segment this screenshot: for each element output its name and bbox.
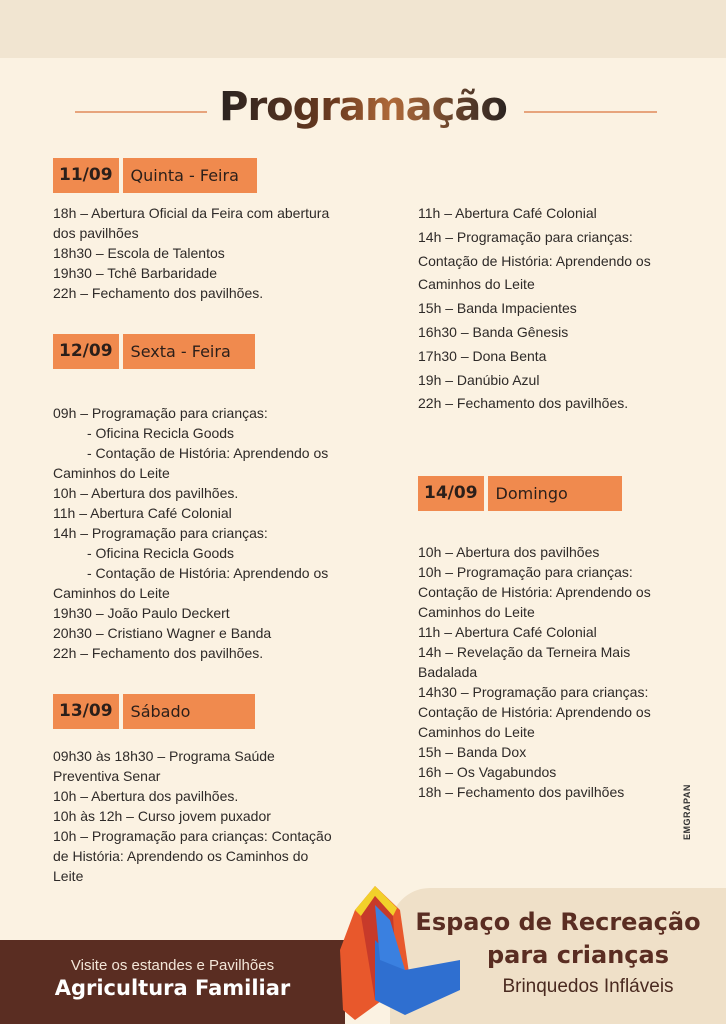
day-date: 14/09 <box>418 476 484 511</box>
top-band <box>0 0 726 58</box>
day-date: 12/09 <box>53 334 119 369</box>
inflatables-text: Brinquedos Infláveis <box>502 976 674 997</box>
day-header-1309 <box>53 694 255 729</box>
recreation-title <box>408 906 708 972</box>
schedule-line: Leite <box>53 868 84 884</box>
schedule-line: 10h às 12h – Curso jovem puxador <box>53 808 271 824</box>
schedule-line: Caminhos do Leite <box>418 724 535 740</box>
recreation-title-line1: Espaço de Recreação <box>415 908 701 936</box>
schedule-line: 22h – Fechamento dos pavilhões. <box>53 285 264 301</box>
schedule-line: 18h – Abertura Oficial da Feira com abertura <box>53 205 330 221</box>
schedule-line: 22h – Fechamento dos pavilhões. <box>418 395 629 412</box>
schedule-line: Contação de História: Aprendendo os <box>418 704 651 720</box>
schedule-line: 09h30 às 18h30 – Programa Saúde <box>53 748 275 764</box>
schedule-line: 11h – Abertura Café Colonial <box>53 505 232 521</box>
recreation-title-line2: para crianças <box>486 941 670 969</box>
schedule-line: 17h30 – Dona Benta <box>418 347 547 364</box>
schedule-line: 14h – Programação para crianças: <box>53 525 268 541</box>
schedule-line: 15h – Banda Impacientes <box>418 300 577 317</box>
schedule-line: 19h30 – João Paulo Deckert <box>53 605 230 621</box>
schedule-line: Caminhos do Leite <box>53 585 170 601</box>
credit-text: EMGRAPAN <box>682 784 692 840</box>
schedule-line: Contação de História: Aprendendo os <box>418 584 651 600</box>
schedule-line: 16h – Os Vagabundos <box>418 764 557 780</box>
schedule-line: 19h – Danúbio Azul <box>418 371 540 388</box>
schedule-line: 20h30 – Cristiano Wagner e Banda <box>53 625 272 641</box>
schedule-line: - Oficina Recicla Goods <box>87 545 235 561</box>
agriculture-text: Agricultura Familiar <box>54 976 291 1000</box>
schedule-line: 18h30 – Escola de Talentos <box>53 245 225 261</box>
schedule-line: 10h – Abertura dos pavilhões <box>418 544 600 560</box>
schedule-line: 14h – Programação para crianças: <box>418 228 633 245</box>
schedule-line: 10h – Programação para crianças: <box>418 564 633 580</box>
day-date: 13/09 <box>53 694 119 729</box>
day-weekday: Quinta - Feira <box>123 158 257 193</box>
day-weekday: Domingo <box>488 476 622 511</box>
schedule-line: - Oficina Recicla Goods <box>87 425 235 441</box>
schedule-line: de História: Aprendendo os Caminhos do <box>53 848 309 864</box>
schedule-line: 11h – Abertura Café Colonial <box>418 624 597 640</box>
schedule-line: dos pavilhões <box>53 225 139 241</box>
schedule-line: - Contação de História: Aprendendo os <box>87 445 329 461</box>
visit-text: Visite os estandes e Pavilhões <box>70 957 275 974</box>
schedule-line: 14h – Revelação da Terneira Mais <box>418 644 631 660</box>
schedule-1209 <box>53 403 328 663</box>
schedule-line: 19h30 – Tchê Barbaridade <box>53 265 217 281</box>
schedule-line: Preventiva Senar <box>53 768 161 784</box>
schedule-line: Contação de História: Aprendendo os <box>418 252 651 269</box>
schedule-line: 10h – Abertura dos pavilhões. <box>53 485 239 501</box>
schedule-1309-continued <box>418 202 651 416</box>
schedule-line: 10h – Programação para crianças: Contação <box>53 828 332 844</box>
schedule-1409 <box>418 542 651 802</box>
day-date: 11/09 <box>53 158 119 193</box>
day-header-1109 <box>53 158 257 193</box>
schedule-line: 16h30 – Banda Gênesis <box>418 323 569 340</box>
schedule-1109 <box>53 203 329 303</box>
page-title: Programação <box>219 84 507 130</box>
schedule-line: 18h – Fechamento dos pavilhões <box>418 784 625 800</box>
schedule-line: Caminhos do Leite <box>418 276 535 293</box>
schedule-line: Caminhos do Leite <box>418 604 535 620</box>
schedule-line: 09h – Programação para crianças: <box>53 405 268 421</box>
schedule-line: 11h – Abertura Café Colonial <box>418 205 597 221</box>
schedule-line: 10h – Abertura dos pavilhões. <box>53 788 239 804</box>
day-weekday: Sábado <box>123 694 255 729</box>
schedule-line: 22h – Fechamento dos pavilhões. <box>53 645 264 661</box>
schedule-line: 14h30 – Programação para crianças: <box>418 684 649 700</box>
day-header-1209 <box>53 334 255 369</box>
day-header-1409 <box>418 476 622 511</box>
schedule-line: 15h – Banda Dox <box>418 744 527 760</box>
schedule-1309 <box>53 746 332 886</box>
schedule-line: Caminhos do Leite <box>53 465 170 481</box>
agriculture-banner <box>0 940 345 1024</box>
day-weekday: Sexta - Feira <box>123 334 255 369</box>
schedule-line: - Contação de História: Aprendendo os <box>87 565 329 581</box>
schedule-line: Badalada <box>418 664 478 680</box>
